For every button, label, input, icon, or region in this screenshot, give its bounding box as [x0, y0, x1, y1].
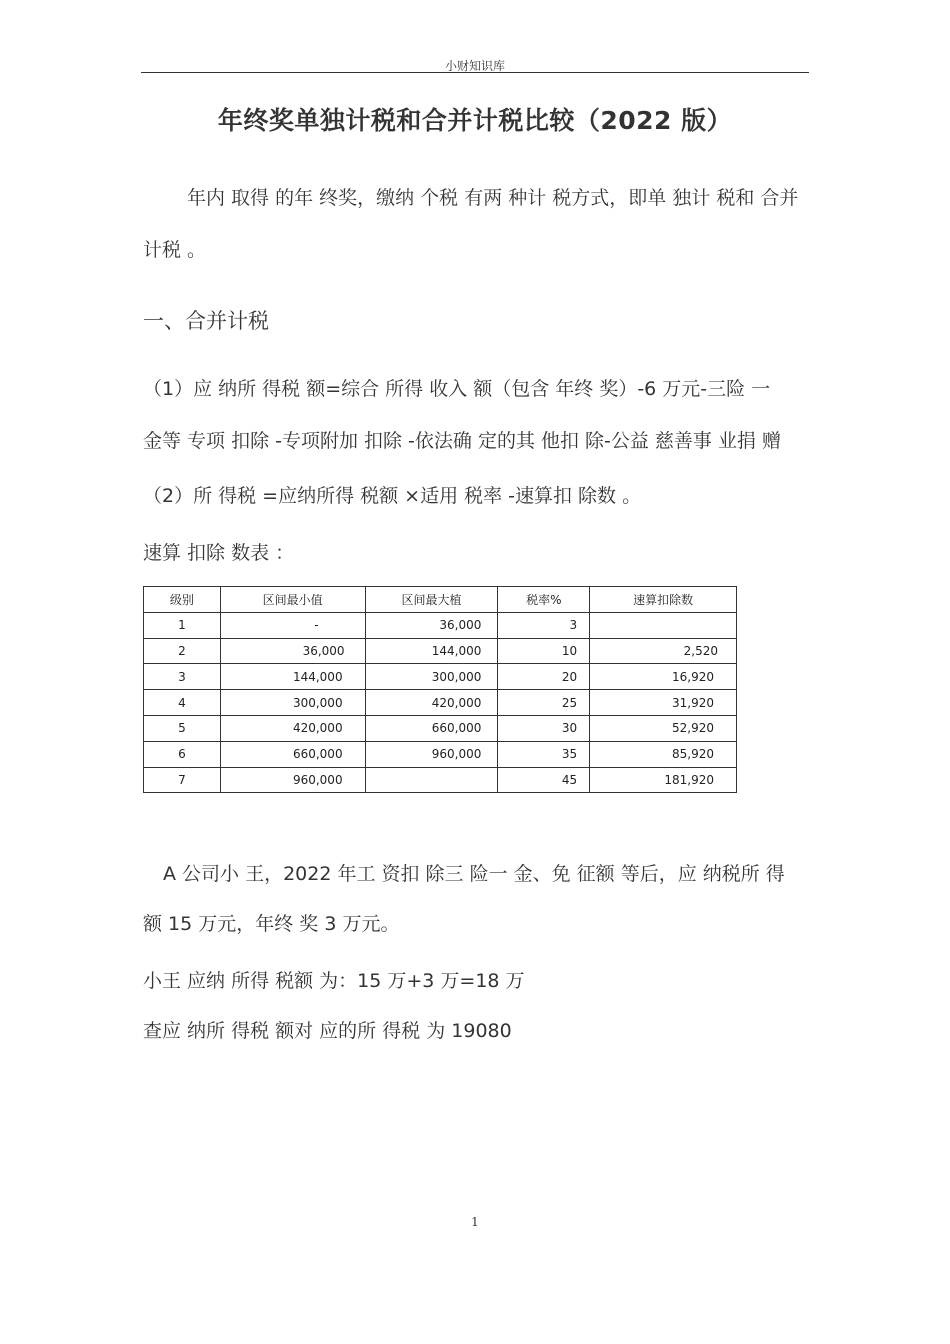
formula-1-line-1: （1）应 纳所 得税 额=综合 所得 收入 额（包含 年终 奖）-6 万元-三险 一 — [143, 378, 771, 400]
deduction-cell — [590, 612, 737, 638]
max-cell — [365, 767, 498, 793]
page-header: 小财知识库 — [444, 59, 505, 73]
example-line-4: 查应 纳所 得税 额对 应的所 得税 为 19080 — [143, 1020, 512, 1042]
table-row — [144, 664, 737, 690]
example-line-1: A 公司小 王，2022 年工 资扣 除三 险一 金、免 征额 等后，应 纳税所 得 — [163, 863, 785, 885]
deduction-table — [143, 586, 737, 793]
header-divider — [141, 72, 809, 73]
level-cell: 5 — [144, 715, 221, 741]
table-row — [144, 767, 737, 793]
rate-cell: 30 — [498, 715, 590, 741]
max-cell: 300,000 — [365, 664, 498, 690]
table-row — [144, 715, 737, 741]
level-cell: 6 — [144, 741, 221, 767]
intro-paragraph-line-2: 计税 。 — [143, 239, 207, 261]
table-row — [144, 690, 737, 716]
min-cell: 144,000 — [220, 664, 365, 690]
example-line-3: 小王 应纳 所得 税额 为：15 万+3 万=18 万 — [143, 970, 525, 992]
deduction-cell: 31,920 — [590, 690, 737, 716]
min-cell: 960,000 — [220, 767, 365, 793]
table-row — [144, 612, 737, 638]
table-header-cell: 速算扣除数 — [590, 587, 737, 613]
level-cell: 2 — [144, 638, 221, 664]
table-row — [144, 638, 737, 664]
max-cell: 144,000 — [365, 638, 498, 664]
example-line-2: 额 15 万元，年终 奖 3 万元。 — [143, 913, 400, 935]
deduction-cell: 181,920 — [590, 767, 737, 793]
min-cell: - — [220, 612, 365, 638]
table-header-cell: 税率% — [498, 587, 590, 613]
level-cell: 7 — [144, 767, 221, 793]
min-cell: 660,000 — [220, 741, 365, 767]
max-cell: 660,000 — [365, 715, 498, 741]
min-cell: 36,000 — [220, 638, 365, 664]
table-row — [144, 741, 737, 767]
intro-paragraph-line-1: 年内 取得 的年 终奖，缴纳 个税 有两 种计 税方式，即单 独计 税和 合并 — [187, 187, 799, 209]
level-cell: 3 — [144, 664, 221, 690]
rate-cell: 3 — [498, 612, 590, 638]
section-heading: 一、合并计税 — [143, 309, 269, 333]
max-cell: 960,000 — [365, 741, 498, 767]
deduction-cell: 52,920 — [590, 715, 737, 741]
rate-cell: 35 — [498, 741, 590, 767]
formula-1-line-2: 金等 专项 扣除 -专项附加 扣除 -依法确 定的其 他扣 除-公益 慈善事 业捐 赠 — [143, 430, 782, 452]
table-header-cell: 区间最大植 — [365, 587, 498, 613]
max-cell: 36,000 — [365, 612, 498, 638]
max-cell: 420,000 — [365, 690, 498, 716]
rate-cell: 45 — [498, 767, 590, 793]
level-cell: 4 — [144, 690, 221, 716]
table-header-cell: 区间最小值 — [220, 587, 365, 613]
formula-2: （2）所 得税 =应纳所得 税额 ×适用 税率 -速算扣 除数 。 — [143, 485, 642, 507]
page-number: 1 — [471, 1215, 479, 1229]
rate-cell: 20 — [498, 664, 590, 690]
deduction-cell: 16,920 — [590, 664, 737, 690]
rate-cell: 25 — [498, 690, 590, 716]
deduction-cell: 85,920 — [590, 741, 737, 767]
table-header-cell: 级别 — [144, 587, 221, 613]
rate-cell: 10 — [498, 638, 590, 664]
min-cell: 300,000 — [220, 690, 365, 716]
table-header-row — [144, 587, 737, 613]
level-cell: 1 — [144, 612, 221, 638]
deduction-cell: 2,520 — [590, 638, 737, 664]
min-cell: 420,000 — [220, 715, 365, 741]
document-title: 年终奖单独计税和合并计税比较（2022 版） — [217, 106, 733, 135]
table-caption: 速算 扣除 数表 ： — [143, 542, 295, 564]
